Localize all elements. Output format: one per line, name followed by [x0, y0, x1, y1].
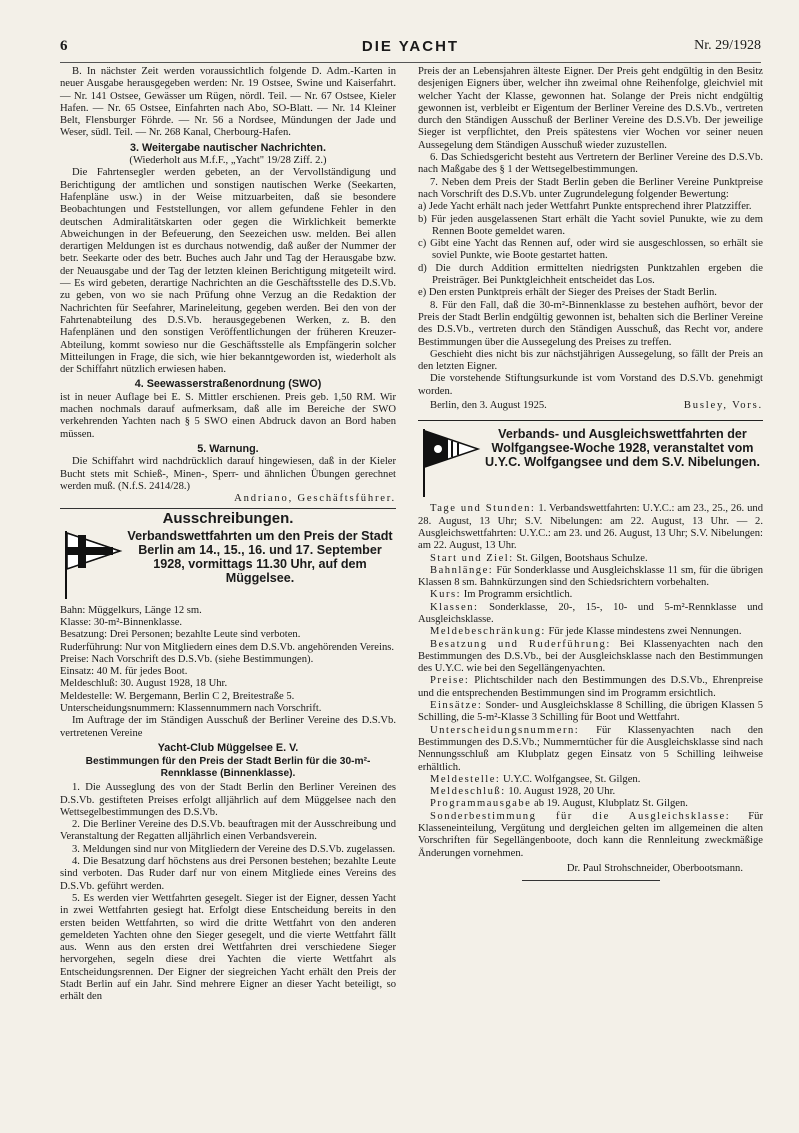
detail-line: Bahn: Müggelkurs, Länge 12 sm. — [60, 604, 202, 616]
divider — [418, 420, 763, 421]
detail-label: Meldebeschränkung: — [430, 626, 546, 638]
event-header — [60, 529, 396, 601]
detail-label: Sonderbestimmung für die Ausgleichsklasse: — [430, 810, 731, 822]
signature: Dr. Paul Strohschneider, Oberbootsmann. — [566, 862, 743, 874]
detail-text: Im Programm ersichtlich. — [463, 589, 573, 601]
date: Berlin, den 3. August 1925. — [430, 400, 547, 412]
detail-label: Einsätze: — [430, 700, 483, 712]
detail-line: Einsatz: 40 M. für jedes Boot. — [60, 666, 188, 678]
rule-item: 4. Die Besatzung darf höchstens aus drei Personen bestehen; bezahlte Leute sind verboten. Das Ruder darf nur von einem Mitgliede eines Vereins des D.S.Vb. geführt werden. — [60, 856, 396, 892]
rule-item: 6. Das Schiedsgericht besteht aus Vertretern der Berliner Vereine des D.S.Vb. nach Maßgabe des § 1 der Wettsegelbestimmungen. — [418, 152, 763, 176]
detail-text: Sonderklasse, 20-, 15-, 10- und 5-m²-Rennklasse und Ausgleichsklasse. — [418, 601, 764, 625]
section-heading: 4. Seewasserstraßenordnung (SWO) — [134, 378, 322, 391]
detail-text: Für Sonderklasse und Ausgleichsklasse 11 sm, für die übrigen Klassen 8 sm. Bahnkürzungen sind den Schiedsrichtern vorbehalten. — [418, 564, 763, 589]
detail-text: Sonder- und Ausgleichsklasse 8 Schilling, die übrigen Klassen 5 Schilling, die 5-m²-Klasse 3 Schilling für Boot und Wettfahrt. — [418, 700, 763, 724]
detail-text: Bei Klassenyachten nach den Bestimmungen des D.S.Vb., bei der Ausgleichsklasse nach den Bestimmungen des U.Y.C. wie bei den Segellängenyachten. — [418, 638, 763, 675]
signature: Busley, Vors. — [683, 400, 763, 412]
paragraph: Geschieht dies nicht bis zur nächstjährigen Aussegelung, so fällt der Preis an den letzten Eigner. — [418, 348, 763, 373]
rule-item: 8. Für den Fall, daß die 30-m²-Binnenklasse zu bestehen aufhört, bevor der Preis der Stadt Berlin endgültig gewonnen ist, behalten sich die Berliner Vereine des D.S.Vb., vertreten durch den Ständigen Ausschuß, das Recht vor, andere Bestimmungen über die Aussegelung des Preises zu treffen. — [418, 299, 763, 348]
detail-text: U.Y.C. Wolfgangsee, St. Gilgen. — [503, 773, 641, 785]
divider — [60, 508, 396, 509]
left-column — [60, 66, 396, 1004]
rule-item: 7. Neben dem Preis der Stadt Berlin geben die Berliner Vereine Punktpreise nach Vorschrift des D.S.Vb. unter Zugrundelegung folgender Bewertung: — [418, 176, 763, 200]
section-subtitle: (Wiederholt aus M.f.F., „Yacht" 19/28 Ziff. 2.) — [129, 155, 327, 167]
issue-number: Nr. 29/1928 — [694, 38, 761, 53]
detail-text: Für Klasseneinteilung, Vergütung und dergleichen gelten im allgemeinen die alten Vorschriften für Segellängenboote, doch kann die Rennleitung zweckmäßige Änderungen vornehmen. — [418, 810, 763, 859]
dateline — [418, 400, 763, 412]
list-item: c) Gibt eine Yacht das Rennen auf, oder wird sie ausgeschlossen, so erhält sie soviel Punkte, wie Boote gestartet hatten. — [418, 238, 763, 262]
detail-line: Klasse: 30-m²-Binnenklasse. — [60, 616, 183, 628]
detail-line — [418, 774, 763, 786]
detail-line — [418, 700, 763, 725]
detail-line: Im Auftrage der im Ständigen Ausschuß der Berliner Vereine des D.S.Vb. vertretenen Vereine — [60, 715, 396, 739]
rule-item: 2. Die Berliner Vereine des D.S.Vb. beauftragen mit der Ausschreibung und Veranstaltung der Regatten alljährlich einen Verbandsverein. — [60, 819, 396, 843]
detail-line: Besatzung: Drei Personen; bezahlte Leute sind verboten. — [60, 629, 301, 641]
list-item: a) Jede Yacht erhält nach jeder Wettfahrt Punkte entsprechend ihrer Platzziffer. — [418, 201, 752, 213]
detail-text: 10. August 1928, 20 Uhr. — [508, 786, 616, 798]
detail-line — [418, 503, 763, 552]
magazine-title: DIE YACHT — [361, 38, 460, 55]
detail-line — [418, 589, 763, 601]
event-title: Verbands- und Ausgleichswettfahrten der Wolfgangsee-Woche 1928, veranstaltet vom U.Y.C. Wolfgangsee und dem S.V. Nibelungen. — [484, 427, 760, 470]
rules-title: Bestimmungen für den Preis der Stadt Berlin für die 30-m²-Rennklasse (Binnenklasse). — [85, 756, 371, 780]
detail-text: 1. Verbandswettfahrten: U.Y.C.: am 23., 25., 26. und 28. August, 13 Uhr; S.V. Nibelungen: am 22. August, 13 Uhr. — 2. Ausgleichswettfahrten: U.Y.C.: am 23. und 26. August, 13 Uhr; S.V. Nibelungen: am 22. August, 13 Uhr. — [418, 503, 764, 552]
signature: Andriano, Geschäftsführer. — [234, 493, 396, 505]
detail-label: Programmausgabe — [430, 798, 532, 810]
paragraph: Die vorstehende Stiftungsurkunde ist vom Vorstand des D.S.Vb. genehmigt worden. — [418, 373, 763, 397]
detail-label: Tage und Stunden: — [430, 503, 536, 515]
event-title: Verbandswettfahrten um den Preis der Stadt Berlin am 14., 15., 16. und 17. September 1928, vormittags 11.30 Uhr, auf dem Müggelsee. — [127, 528, 393, 585]
section-heading: 5. Warnung. — [197, 442, 259, 455]
detail-text: Plichtschilder nach den Bestimmungen des D.S.Vb., Ehrenpreise und die entsprechenden Bestimmungen sind im Programm ersichtlich. — [418, 675, 763, 699]
detail-line — [418, 811, 763, 860]
paragraph: Die Fahrtensegler werden gebeten, an der Vervollständigung und Berichtigung der amtlichen und sonstigen nautischen Werke (Seekarten, Hafenpläne usw.) in der Weise mitzuarbeiten, daß sie besondere Beobachtungen und Feststellungen, vor allem gefundene Fehler in den deutschen Admiralitätskarten oder gegen die Wirklichkeit bemerkte Abweichungen in der Befeuerung, den Seezeichen usw. melden. Bei allen derartigen Meldungen ist es durchaus notwendig, daß außer der Nummer der betr. Seekarte oder des betr. Buches auch Jahr und Tag der Herausgabe bzw. der Neuausgabe und der Tag der letzten kleinen Berichtigung mitgeteilt wird. — Es wird gebeten, derartige Nachrichten an die Geschäftsstelle des D.S.Vb. zu geben, von wo sie nach Prüfung ohne Verzug an die Redaktion der Nachrichten für Seefahrer, Marineleitung, gegeben werden. Bei den von der Fahrtenabteilung des D.S.Vb. herausgegebenen Werken, z. B. den Hafenplänen und den sonstigen Veröffentlichungen der früheren Kreuzer-Abteilung, kommt sowieso nur die Geschäftsstelle als Empfängerin solcher Mitteilungen in Frage, die sich, wie hier bekanntgeworden ist, wiederholt als der Schiffahrt nützlich erwiesen haben. — [60, 167, 396, 376]
paragraph: Die Schiffahrt wird nachdrücklich darauf hingewiesen, daß in der Kieler Bucht stets mit Schieß-, Minen-, Sperr- und ähnlichen Übungen gerechnet werden muß. (N.f.S. 2414/28.) — [60, 456, 396, 492]
rule-item: 1. Die Ausseglung des von der Stadt Berlin den Berliner Vereinen des D.S.Vb. gestifteten Preises erfolgt alljährlich auf dem Müggelsee nach den Wettsegelbestimmungen des D.S.Vb. — [60, 782, 396, 818]
event-header — [418, 427, 763, 499]
detail-label: Start und Ziel: — [430, 552, 514, 564]
detail-line — [418, 626, 763, 638]
club-pennant-icon — [418, 427, 482, 499]
paragraph: B. In nächster Zeit werden voraussichtlich folgende D. Adm.-Karten in neuer Ausgabe herausgegeben werden: Nr. 19 Ostsee, Swine und Kaiserfahrt. — Nr. 141 Ostsee, Gewässer um Rügen, nördl. Teil. — Nr. 67 Ostsee, Kieler Hafen. — Nr. 65 Ostsee, Einfahrten nach Abo, SO-Blatt. — Nr. 14 Kleiner Belt, Flensburger Föhrde. — Nr. 56 a Nordsee, Mündungen der Jade und Weser, südl. Teil. — Nr. 268 Kanal, Cherbourg-Hafen. — [60, 66, 396, 139]
club-name: Yacht-Club Müggelsee E. V. — [157, 741, 299, 754]
detail-label: Klassen: — [430, 601, 479, 613]
paragraph: ist in neuer Auflage bei E. S. Mittler erschienen. Preis geb. 1,50 RM. Wir machen nochmals darauf aufmerksam, daß alle im Bereiche der SWO verkehrenden Yachten nach § 5 SWO einen Abdruck davon an Bord haben müssen. — [60, 391, 396, 440]
detail-line — [418, 675, 763, 700]
page-header — [60, 38, 761, 58]
detail-label: Meldestelle: — [430, 773, 501, 785]
detail-line: Preise: Nach Vorschrift des D.S.Vb. (siehe Bestimmungen). — [60, 653, 314, 665]
rule-item: 3. Meldungen sind nur von Mitgliedern der Vereine des D.S.Vb. zugelassen. — [72, 843, 396, 855]
detail-text: St. Gilgen, Bootshaus Schulze. — [516, 552, 648, 564]
paragraph: Preis der an Lebensjahren älteste Eigner. Der Preis geht endgültig in den Besitz desjenigen Eigners über, welcher ihn zweimal ohne Reihenfolge, gleichviel mit welcher Yacht der Klasse, gewonnen hat. Solange der Preis nicht endgültig gewonnen ist, verbleibt er Eigentum der Berliner Vereine des D.S.Vb., vertreten durch den Ständigen Ausschuß der Berliner Vereine des D.S.Vb. Der jeweilige Sieger ist verpflichtet, den Preis spätestens vier Wochen vor seiner neuen Aussegelung dem Ständigen Ausschuß wieder zuzustellen. — [418, 66, 763, 151]
detail-line — [418, 798, 763, 810]
detail-label: Preise: — [430, 675, 470, 687]
detail-label: Besatzung und Ruderführung: — [430, 638, 611, 650]
detail-text: ab 19. August, Klubplatz St. Gilgen. — [534, 798, 688, 810]
section-heading: 3. Weitergabe nautischer Nachrichten. — [129, 141, 326, 154]
detail-line: Unterscheidungsnummern: Klassennummern nach Vorschrift. — [60, 703, 322, 715]
detail-line — [418, 639, 763, 676]
detail-line: Meldestelle: W. Bergemann, Berlin C 2, Breitestraße 5. — [60, 690, 295, 702]
section-title: Ausschreibungen. — [162, 510, 294, 528]
right-column — [418, 66, 763, 886]
list-item: b) Für jeden ausgelassenen Start erhält die Yacht soviel Punukte, wie zu dem Rennen Boote gemeldet waren. — [418, 213, 763, 237]
detail-line — [418, 553, 763, 565]
detail-label: Meldeschluß: — [430, 786, 506, 798]
club-pennant-icon — [60, 529, 124, 601]
divider — [522, 880, 660, 881]
detail-line — [418, 725, 763, 774]
detail-label: Kurs: — [430, 589, 462, 601]
detail-line — [418, 565, 763, 590]
list-item: e) Den ersten Punktpreis erhält der Sieger des Preises der Stadt Berlin. — [418, 287, 717, 299]
list-item: d) Die durch Addition ermittelten niedrigsten Punktzahlen ergeben die Preisträger. Bei Punktgleichheit entscheidet das Los. — [418, 262, 763, 287]
detail-line — [418, 786, 763, 798]
detail-label: Bahnlänge: — [430, 564, 494, 576]
detail-line: Meldeschluß: 30. August 1928, 18 Uhr. — [60, 678, 228, 690]
rule-item: 5. Es werden vier Wettfahrten gesegelt. Sieger ist der Eigner, dessen Yacht in zwei Wettfahrten gesiegt hat. Erfolgt diese Entscheidung bereits in den ersten beiden Wettfahrten, so wird die dritte Wettfahrt von den anderen gemeldeten Yachten ohne den Sieger gesegelt, und die vierte Wettfahrt fällt aus. Wenn aus den ersten drei Wettfahrten drei verschiedene Sieger hervorgehen, segeln diese drei Yachten die vierte Wettfahrt als Entscheidungsrennen. Der Eigner der siegreichen Yacht erhält den Preis der Stadt Berlin auf ein Jahr. Sind mehrere Eigner an dieser Yacht beteiligt, so erhält den — [60, 892, 396, 1003]
detail-line: Ruderführung: Nur von Mitgliedern eines dem D.S.Vb. angehörenden Vereins. — [60, 641, 395, 653]
detail-line — [418, 602, 763, 627]
detail-label: Unterscheidungsnummern: — [430, 724, 580, 736]
page-number: 6 — [60, 38, 68, 54]
detail-text: Für Klassenyachten nach den Bestimmungen des D.S.Vb.; Nummerntücher für die Ausgleichsklasse sind nach Nennungsschluß am Klubplatz gegen Einsatz von 5 Schilling leihweise erhältlich. — [418, 724, 763, 773]
header-rule — [60, 62, 761, 63]
detail-text: Für jede Klasse mindestens zwei Nennungen. — [548, 626, 742, 638]
